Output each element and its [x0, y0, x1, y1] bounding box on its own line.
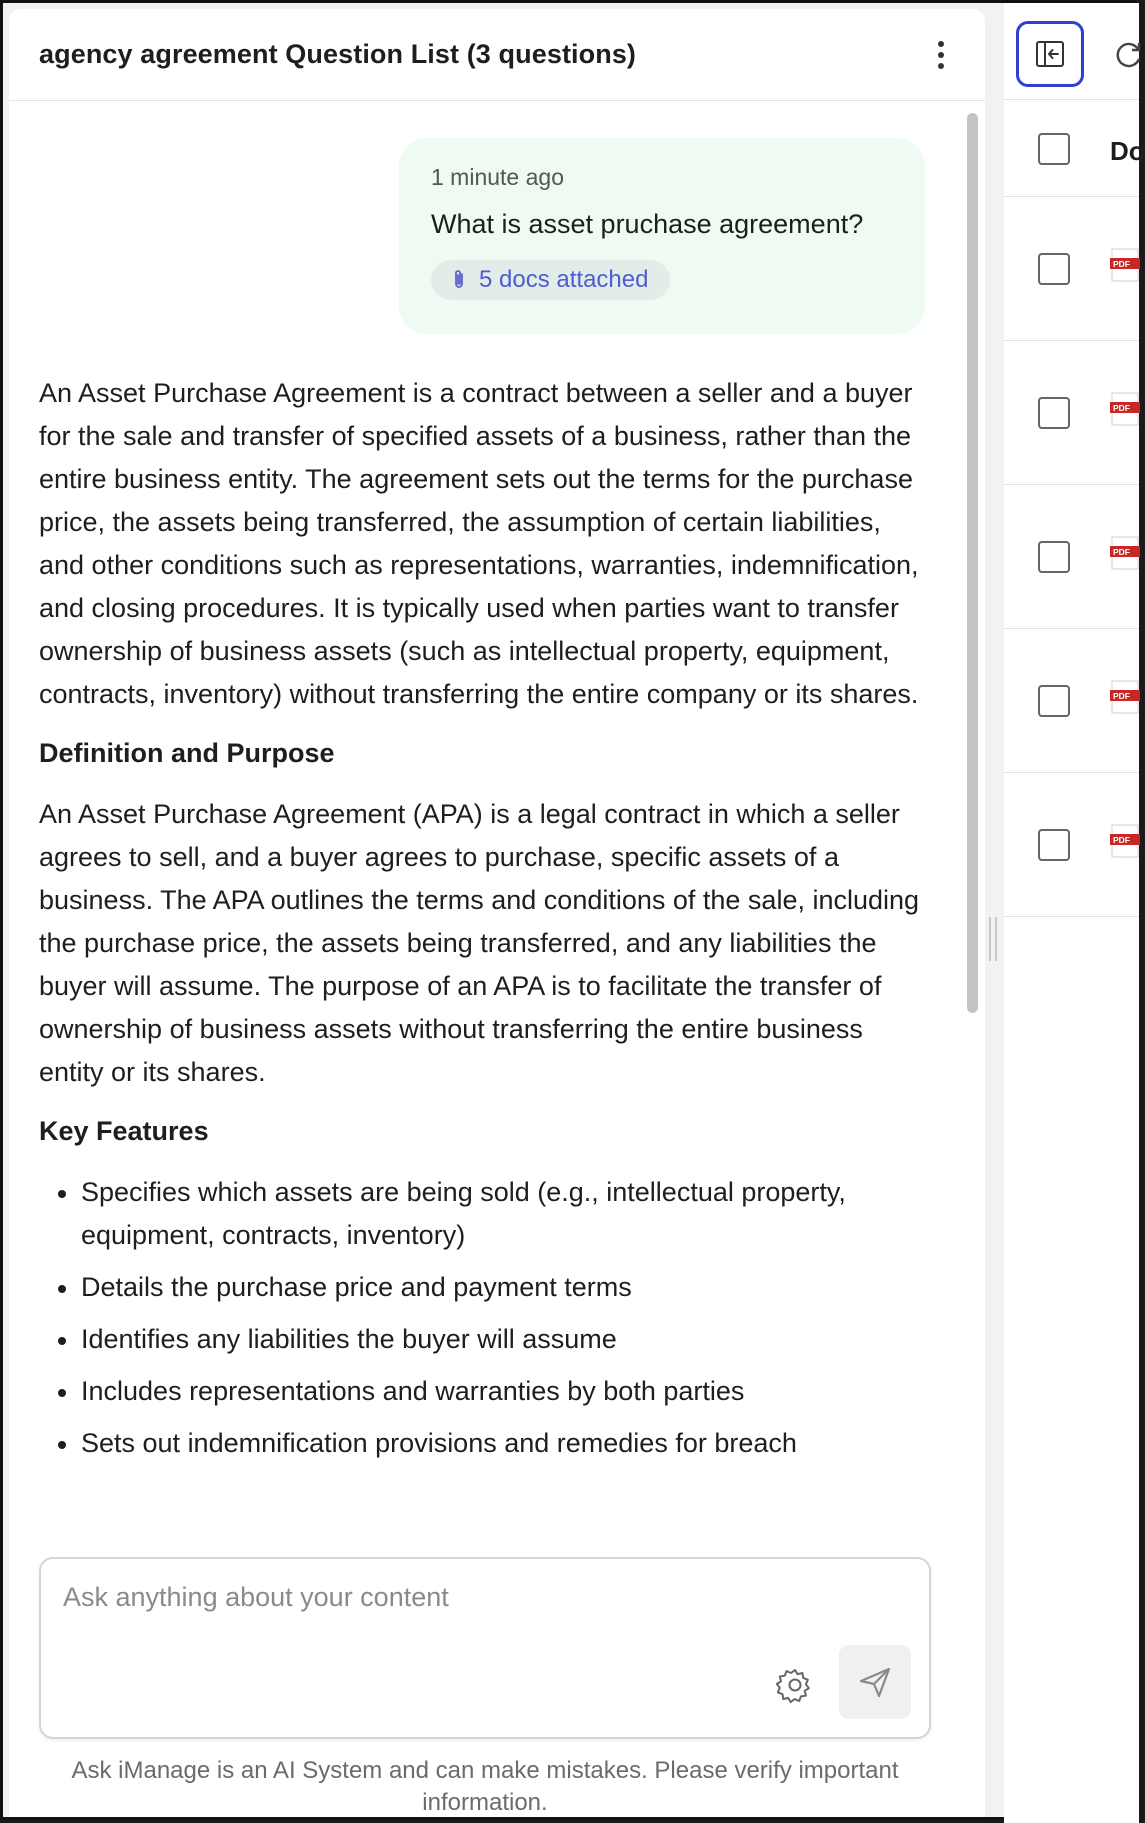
table-row[interactable]	[1004, 341, 1139, 485]
column-header-document[interactable]: Do	[1110, 136, 1145, 166]
row-checkbox[interactable]	[1038, 541, 1070, 573]
select-all-checkbox[interactable]	[1038, 133, 1070, 165]
doc-table-header	[1004, 99, 1145, 197]
chat-panel	[9, 9, 985, 1817]
list-item: Specifies which assets are being sold (e.g., intellectual property, equipment, contracts, inventory)	[39, 1171, 929, 1257]
pdf-label: PDF	[1113, 547, 1130, 557]
pdf-label: PDF	[1113, 259, 1130, 269]
ai-disclaimer: Ask iManage is an AI System and can make mistakes. Please verify important information.	[71, 1757, 899, 1816]
gear-icon[interactable]	[775, 1665, 815, 1705]
document-panel	[1004, 3, 1145, 1823]
collapse-panel-icon	[1034, 38, 1066, 70]
row-checkbox[interactable]	[1038, 253, 1070, 285]
ask-input[interactable]	[63, 1577, 903, 1617]
collapse-panel-button[interactable]	[1016, 21, 1084, 87]
pdf-icon	[1110, 247, 1140, 283]
chat-messages[interactable]	[9, 102, 985, 1562]
message-timestamp: 1 minute ago	[431, 164, 564, 190]
paperclip-icon	[451, 269, 469, 291]
send-button[interactable]	[839, 1645, 911, 1719]
chat-title: agency agreement Question List (3 questions)	[39, 39, 637, 69]
list-item: Identifies any liabilities the buyer will assume	[39, 1318, 929, 1361]
scrollbar-thumb[interactable]	[967, 113, 978, 1013]
pdf-label: PDF	[1113, 403, 1130, 413]
row-checkbox[interactable]	[1038, 685, 1070, 717]
pdf-icon	[1110, 679, 1140, 715]
table-row[interactable]	[1004, 629, 1139, 773]
key-features-list	[39, 1171, 929, 1465]
doc-toolbar	[1004, 3, 1139, 99]
pdf-icon	[1110, 823, 1140, 859]
docs-attached-label: 5 docs attached	[479, 266, 649, 293]
user-message-bubble	[399, 138, 925, 334]
composer	[39, 1557, 931, 1739]
section-heading-definition: Definition and Purpose	[39, 738, 335, 768]
table-row[interactable]	[1004, 773, 1139, 917]
refresh-icon[interactable]	[1112, 39, 1144, 71]
row-checkbox[interactable]	[1038, 397, 1070, 429]
table-row[interactable]	[1004, 197, 1139, 341]
section-heading-key-features: Key Features	[39, 1116, 209, 1146]
docs-attached-chip[interactable]	[431, 260, 670, 300]
chat-scrollbar[interactable]	[964, 107, 980, 1559]
pdf-label: PDF	[1113, 835, 1130, 845]
chat-header	[9, 9, 985, 101]
answer-intro: An Asset Purchase Agreement is a contract between a seller and a buyer for the sale and transfer of specified assets of a business, rather than the entire business entity. The agreement sets out the terms for the purchase price, the assets being transferred, the assumption of certain liabilities, and other conditions such as representations, warranties, indemnification, and closing procedures. It is typically used when parties want to transfer ownership of business assets (such as intellectual property, equipment, contracts, inventory) without transferring the entire company or its shares.	[39, 378, 919, 709]
panel-resize-handle[interactable]	[989, 917, 997, 961]
list-item: Includes representations and warranties by both parties	[39, 1370, 929, 1413]
send-icon	[857, 1664, 893, 1700]
user-question: What is asset pruchase agreement?	[431, 209, 864, 239]
kebab-menu-icon[interactable]	[929, 37, 953, 73]
pdf-label: PDF	[1113, 691, 1130, 701]
row-checkbox[interactable]	[1038, 829, 1070, 861]
pdf-icon	[1110, 391, 1140, 427]
list-item: Details the purchase price and payment terms	[39, 1266, 929, 1309]
assistant-answer	[39, 372, 929, 1474]
definition-body: An Asset Purchase Agreement (APA) is a legal contract in which a seller agrees to sell, and a buyer agrees to purchase, specific assets of a business. The APA outlines the terms and conditions of the sale, including the purchase price, the assets being transferred, and any liabilities the buyer will assume. The purpose of an APA is to facilitate the transfer of ownership of business assets without transferring the entire business entity or its shares.	[39, 799, 920, 1087]
pdf-icon	[1110, 535, 1140, 571]
list-item: Sets out indemnification provisions and remedies for breach	[39, 1422, 929, 1465]
table-row[interactable]	[1004, 485, 1139, 629]
